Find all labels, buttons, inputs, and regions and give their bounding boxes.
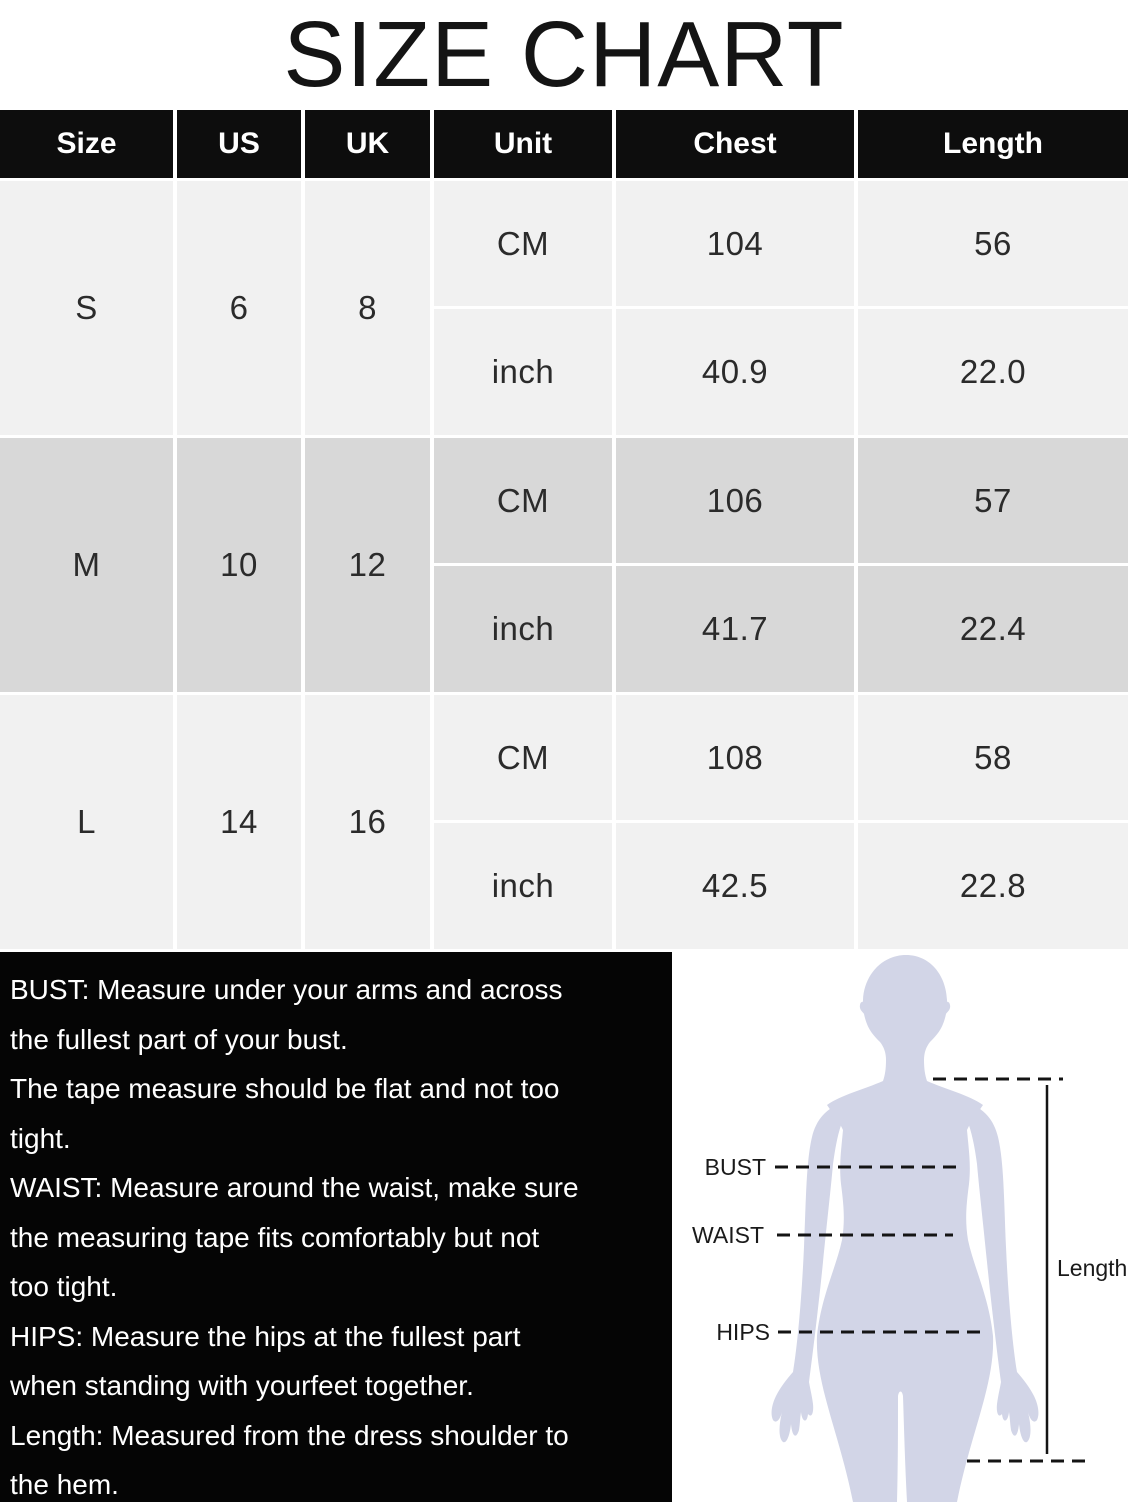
- cell-s-size: S: [0, 181, 173, 435]
- instruction-line: the measuring tape fits comfortably but not: [10, 1221, 540, 1253]
- cell-s-inch-unit: inch: [434, 309, 612, 435]
- cell-l-inch-unit: inch: [434, 823, 612, 949]
- cell-s-us: 6: [177, 181, 301, 435]
- instruction-line: WAIST: Measure around the waist, make sure: [10, 1172, 579, 1203]
- waist-label: WAIST: [692, 1222, 764, 1248]
- cell-s-cm-chest: 104: [616, 181, 854, 306]
- cell-l-cm-length: 58: [858, 695, 1128, 820]
- cell-s-cm-unit: CM: [434, 181, 612, 306]
- cell-l-cm-unit: CM: [434, 695, 612, 820]
- cell-m-inch-length: 22.4: [858, 566, 1128, 692]
- cell-s-uk: 8: [305, 181, 430, 435]
- header-cell-unit: Unit: [434, 110, 612, 178]
- header-cell-size: Size: [0, 110, 173, 178]
- cell-m-cm-chest: 106: [616, 438, 854, 563]
- instruction-line: the fullest part of your bust.: [10, 1023, 348, 1055]
- cell-m-size: M: [0, 438, 173, 692]
- header-cell-uk: UK: [305, 110, 430, 178]
- table-row-m: [0, 438, 1128, 692]
- cell-m-uk: 12: [305, 438, 430, 692]
- instruction-line: The tape measure should be flat and not too: [10, 1073, 560, 1104]
- table-row-s: [0, 181, 1128, 435]
- body-silhouette: [817, 955, 993, 1502]
- bottom-section: [0, 952, 1128, 1502]
- header-cell-us: US: [177, 110, 301, 178]
- cell-m-cm-length: 57: [858, 438, 1128, 563]
- hips-label: HIPS: [716, 1319, 770, 1345]
- instruction-line: Length: Measured from the dress shoulder to: [10, 1419, 569, 1451]
- cell-l-cm-chest: 108: [616, 695, 854, 820]
- instruction-line: when standing with yourfeet together.: [10, 1370, 474, 1401]
- cell-s-cm-length: 56: [858, 181, 1128, 306]
- header-cell-length: Length: [858, 110, 1128, 178]
- header-cell-chest: Chest: [616, 110, 854, 178]
- instruction-line: the hem.: [10, 1469, 119, 1500]
- cell-s-inch-chest: 40.9: [616, 309, 854, 435]
- instruction-line: tight.: [10, 1122, 71, 1154]
- page-title: SIZE CHART: [283, 2, 845, 106]
- cell-l-us: 14: [177, 695, 301, 949]
- cell-l-inch-chest: 42.5: [616, 823, 854, 949]
- instruction-line: BUST: Measure under your arms and across: [10, 974, 563, 1005]
- cell-m-cm-unit: CM: [434, 438, 612, 563]
- cell-m-inch-chest: 41.7: [616, 566, 854, 692]
- cell-m-inch-unit: inch: [434, 566, 612, 692]
- cell-l-size: L: [0, 695, 173, 949]
- table-row-l: [0, 695, 1128, 949]
- length-label: Length: [1057, 1255, 1128, 1281]
- table-header-row: [0, 110, 1128, 178]
- size-table: [0, 110, 1128, 949]
- cell-l-inch-length: 22.8: [858, 823, 1128, 949]
- bust-label: BUST: [704, 1154, 766, 1180]
- body-silhouette-figure: [672, 952, 1128, 1502]
- measure-instructions-panel: [0, 952, 672, 1502]
- measurement-diagram: [672, 952, 1128, 1502]
- cell-l-uk: 16: [305, 695, 430, 949]
- instruction-line: too tight.: [10, 1271, 118, 1302]
- cell-m-us: 10: [177, 438, 301, 692]
- instruction-line: HIPS: Measure the hips at the fullest part: [10, 1320, 521, 1352]
- cell-s-inch-length: 22.0: [858, 309, 1128, 435]
